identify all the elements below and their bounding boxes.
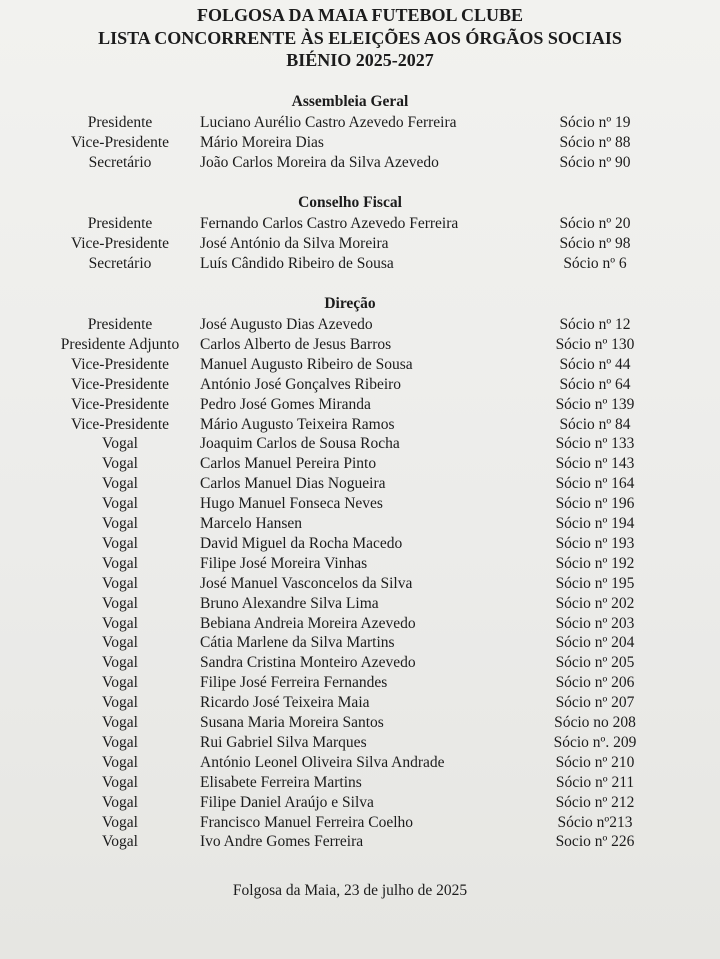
list-item: [0, 355, 720, 375]
member-name: Pedro José Gomes Miranda: [200, 395, 371, 413]
member-role: Vogal: [102, 833, 138, 851]
list-item: [0, 574, 720, 594]
member-number: Sócio nº 202: [555, 594, 635, 612]
list-item: [0, 454, 720, 474]
section-title: Assembleia Geral: [291, 93, 409, 110]
list-item: [0, 494, 720, 514]
member-name: António Leonel Oliveira Silva Andrade: [200, 753, 445, 771]
section-title: Direção: [324, 295, 376, 312]
member-number: Sócio nº 44: [559, 355, 631, 373]
member-role: Vogal: [102, 733, 138, 751]
member-name: Joaquim Carlos de Sousa Rocha: [200, 435, 400, 453]
list-item: [0, 832, 720, 852]
list-item: [0, 474, 720, 494]
member-role: Vogal: [102, 455, 138, 473]
member-number: Sócio nº 20: [559, 215, 631, 232]
member-role: Vogal: [102, 534, 138, 552]
place-date: Folgosa da Maia, 23 de julho de 2025: [232, 882, 468, 899]
member-name: João Carlos Moreira da Silva Azevedo: [200, 153, 439, 171]
member-role: Vogal: [102, 554, 138, 572]
member-role: Vogal: [102, 515, 138, 532]
member-number: Sócio nº 164: [555, 475, 635, 493]
list-item: [0, 254, 720, 274]
document-header: [0, 4, 720, 72]
member-number: Sócio nº 206: [555, 674, 635, 692]
member-role: Vogal: [102, 773, 138, 791]
list-item: [0, 415, 720, 435]
list-item: [0, 315, 720, 335]
member-number: Sócio nº 90: [559, 153, 631, 171]
list-item: [0, 733, 720, 753]
list-item: [0, 554, 720, 574]
member-number: Sócio nº 212: [555, 793, 635, 811]
member-role: Vogal: [102, 694, 138, 712]
member-number: Sócio nº 207: [555, 694, 635, 712]
member-role: Vogal: [102, 714, 138, 731]
member-name: Susana Maria Moreira Santos: [200, 714, 384, 731]
member-number: Sócio nº 194: [555, 515, 635, 532]
member-name: Filipe José Ferreira Fernandes: [200, 674, 388, 692]
member-role: Vogal: [102, 495, 138, 513]
member-role: Vice-Presidente: [70, 355, 170, 373]
list-item: [0, 614, 720, 634]
list-item: [0, 713, 720, 733]
member-number: Sócio nº 193: [555, 534, 635, 552]
member-name: Carlos Manuel Dias Nogueira: [200, 475, 386, 493]
member-number: Sócio nº 6: [563, 254, 627, 272]
member-name: José Augusto Dias Azevedo: [200, 316, 373, 333]
member-name: Carlos Alberto de Jesus Barros: [200, 335, 392, 353]
member-role: Vogal: [102, 594, 138, 612]
member-name: José António da Silva Moreira: [200, 234, 389, 252]
member-number: Sócio nº 203: [555, 614, 635, 632]
member-role: Vogal: [102, 614, 138, 632]
member-number: Sócio nº 211: [555, 773, 635, 791]
member-role: Presidente Adjunto: [60, 335, 180, 353]
list-item: [0, 214, 720, 234]
member-name: Sandra Cristina Monteiro Azevedo: [200, 654, 416, 672]
member-name: Bebiana Andreia Moreira Azevedo: [200, 614, 416, 632]
member-role: Vice-Presidente: [70, 375, 170, 393]
list-item: [0, 813, 720, 833]
member-role: Vice-Presidente: [70, 395, 170, 413]
member-role: Presidente: [87, 215, 153, 232]
list-item: [0, 234, 720, 254]
list-item: [0, 673, 720, 693]
list-title: LISTA CONCORRENTE ÀS ELEIÇÕES AOS ÓRGÃOS SOCIAIS: [98, 27, 622, 48]
member-name: José Manuel Vasconcelos da Silva: [200, 574, 413, 592]
member-role: Vogal: [102, 435, 138, 453]
member-name: Ricardo José Teixeira Maia: [200, 694, 370, 712]
member-name: Filipe Daniel Araújo e Silva: [200, 793, 374, 811]
list-item: [0, 534, 720, 554]
list-item: [0, 653, 720, 673]
member-name: Hugo Manuel Fonseca Neves: [200, 495, 383, 513]
member-name: Fernando Carlos Castro Azevedo Ferreira: [200, 215, 459, 232]
list-item: [0, 133, 720, 153]
list-item: [0, 594, 720, 614]
member-number: Sócio nº 12: [559, 316, 631, 333]
member-role: Presidente: [87, 114, 153, 131]
member-number: Sócio nº 139: [555, 395, 635, 413]
club-name: FOLGOSA DA MAIA FUTEBOL CLUBE: [196, 5, 524, 25]
member-number: Socio nº 226: [555, 833, 635, 851]
member-role: Vogal: [102, 475, 138, 493]
list-item: [0, 773, 720, 793]
member-number: Sócio nº 143: [555, 455, 635, 473]
member-role: Vogal: [102, 793, 138, 811]
member-name: Marcelo Hansen: [200, 515, 302, 532]
member-name: Filipe José Moreira Vinhas: [200, 554, 368, 572]
member-number: Sócio nº 205: [555, 654, 635, 672]
member-role: Vogal: [102, 813, 138, 831]
member-number: Sócio nº 19: [559, 114, 631, 131]
member-role: Vice-Presidente: [70, 234, 170, 252]
member-number: Sócio nº 204: [555, 634, 635, 652]
member-name: Bruno Alexandre Silva Lima: [200, 594, 379, 612]
member-number: Sócio nº 130: [555, 335, 635, 353]
member-name: Rui Gabriel Silva Marques: [200, 733, 367, 751]
member-role: Vice-Presidente: [70, 415, 170, 433]
list-item: [0, 693, 720, 713]
list-item: [0, 434, 720, 454]
member-name: Manuel Augusto Ribeiro de Sousa: [200, 355, 413, 373]
member-role: Vogal: [102, 753, 138, 771]
list-item: [0, 514, 720, 534]
biennium: BIÉNIO 2025-2027: [286, 50, 434, 70]
member-number: Sócio no 208: [554, 714, 636, 731]
member-name: Ivo Andre Gomes Ferreira: [200, 833, 364, 851]
member-role: Vogal: [102, 674, 138, 692]
member-name: David Miguel da Rocha Macedo: [200, 534, 403, 552]
list-item: [0, 793, 720, 813]
member-name: Carlos Manuel Pereira Pinto: [200, 455, 377, 473]
member-number: Sócio nº 192: [555, 554, 635, 572]
member-number: Sócio nº213: [557, 813, 633, 831]
member-role: Vogal: [102, 654, 138, 672]
list-item: [0, 633, 720, 653]
list-item: [0, 375, 720, 395]
list-item: [0, 335, 720, 355]
member-role: Vogal: [102, 574, 138, 592]
list-item: [0, 113, 720, 133]
member-name: Mário Moreira Dias: [200, 133, 324, 151]
member-number: Sócio nº 196: [555, 495, 635, 513]
member-number: Sócio nº 88: [559, 133, 631, 151]
member-role: Vogal: [102, 634, 138, 652]
member-number: Sócio nº 210: [555, 753, 635, 771]
member-number: Sócio nº 84: [559, 415, 631, 433]
member-number: Sócio nº 98: [559, 234, 631, 252]
member-name: Mário Augusto Teixeira Ramos: [200, 415, 395, 433]
member-role: Secretário: [88, 254, 152, 272]
member-name: Elisabete Ferreira Martins: [200, 773, 362, 791]
member-role: Secretário: [88, 153, 152, 171]
list-item: [0, 153, 720, 173]
member-role: Presidente: [87, 316, 153, 333]
member-name: Francisco Manuel Ferreira Coelho: [200, 813, 414, 831]
member-role: Vice-Presidente: [70, 133, 170, 151]
member-number: Sócio nº 64: [559, 375, 631, 393]
member-number: Sócio nº 133: [555, 435, 635, 453]
member-number: Sócio nº. 209: [553, 733, 637, 751]
member-name: Luciano Aurélio Castro Azevedo Ferreira: [200, 114, 457, 131]
section-title: Conselho Fiscal: [298, 194, 402, 211]
member-name: Luís Cândido Ribeiro de Sousa: [200, 254, 394, 272]
member-name: Cátia Marlene da Silva Martins: [200, 634, 395, 652]
list-item: [0, 753, 720, 773]
member-number: Sócio nº 195: [555, 574, 635, 592]
member-name: António José Gonçalves Ribeiro: [200, 375, 402, 393]
list-item: [0, 395, 720, 415]
